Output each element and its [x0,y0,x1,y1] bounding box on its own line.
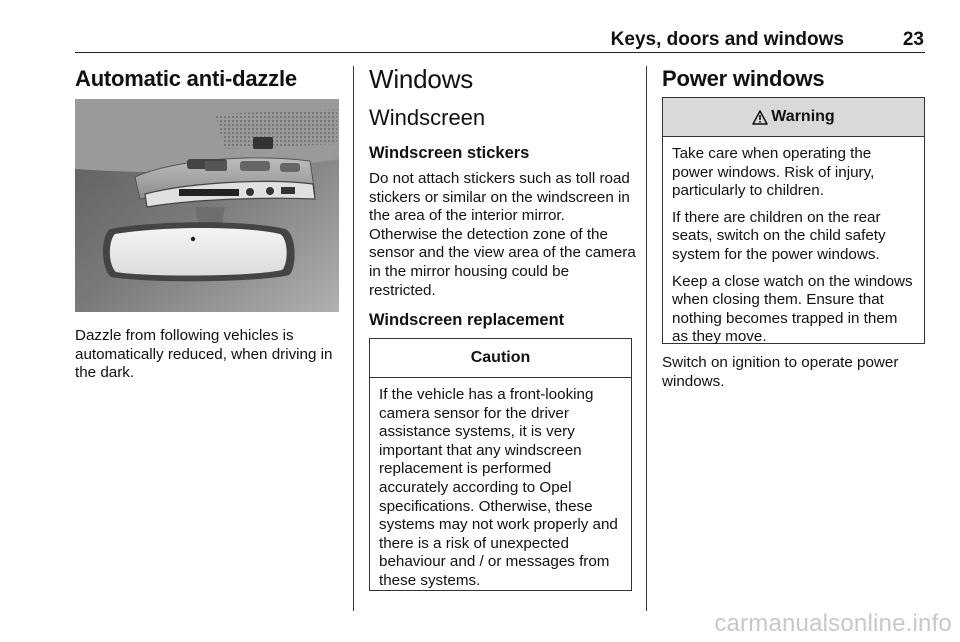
heading-windscreen-replacement: Windscreen replacement [369,311,565,329]
column-divider-right [646,66,647,611]
windscreen-stickers-text: Do not attach stickers such as toll road stickers or similar on the windscreen in the area of the interior mirror. Otherwise the detection zone of the sensor and the view area of the camera in the mirror housing could be restricted. [369,170,636,299]
caution-box-header [370,339,631,378]
warning-paragraph-1: Take care when operating the power windows. Risk of injury, particularly to children. [672,145,875,200]
section-heading-power-windows: Power windows [662,66,825,91]
anti-dazzle-description: Dazzle from following vehicles is automatically reduced, when driving in the dark. [75,327,333,382]
caution-title: Caution [470,349,531,366]
subheading-windscreen: Windscreen [369,105,486,130]
warning-title: Warning [771,108,835,125]
warning-paragraph-2: If there are children on the rear seats, switch on the child safety system for the power windows. [672,208,886,263]
section-heading-windows: Windows [369,64,474,94]
warning-paragraph-3: Keep a close watch on the windows when closing them. Ensure that nothing becomes trapped in them as they move. [672,272,913,346]
watermark: carmanualsonline.info [714,610,952,637]
section-heading-anti-dazzle: Automatic anti-dazzle [75,66,297,91]
caution-box [369,338,632,591]
column-divider-left [353,66,354,611]
warning-box [662,97,925,344]
warning-triangle-icon [752,110,768,125]
header-rule [75,52,925,53]
page-number: 23 [902,29,924,50]
mirror-illustration-svg [75,99,339,312]
running-header-title: Keys, doors and windows [610,29,844,50]
caution-text: If the vehicle has a front-looking camera sensor for the driver assistance systems, it is very important that any windscreen replacement is performed accurately according to Opel specifications. Otherwise, these systems may not work properly and there is a risk of unexpected behaviour and / or messages from these systems. [379,386,618,589]
heading-windscreen-stickers: Windscreen stickers [369,144,530,162]
mirror-illustration [75,99,339,312]
power-windows-description: Switch on ignition to operate power windows. [662,354,899,390]
warning-box-header [663,98,924,137]
